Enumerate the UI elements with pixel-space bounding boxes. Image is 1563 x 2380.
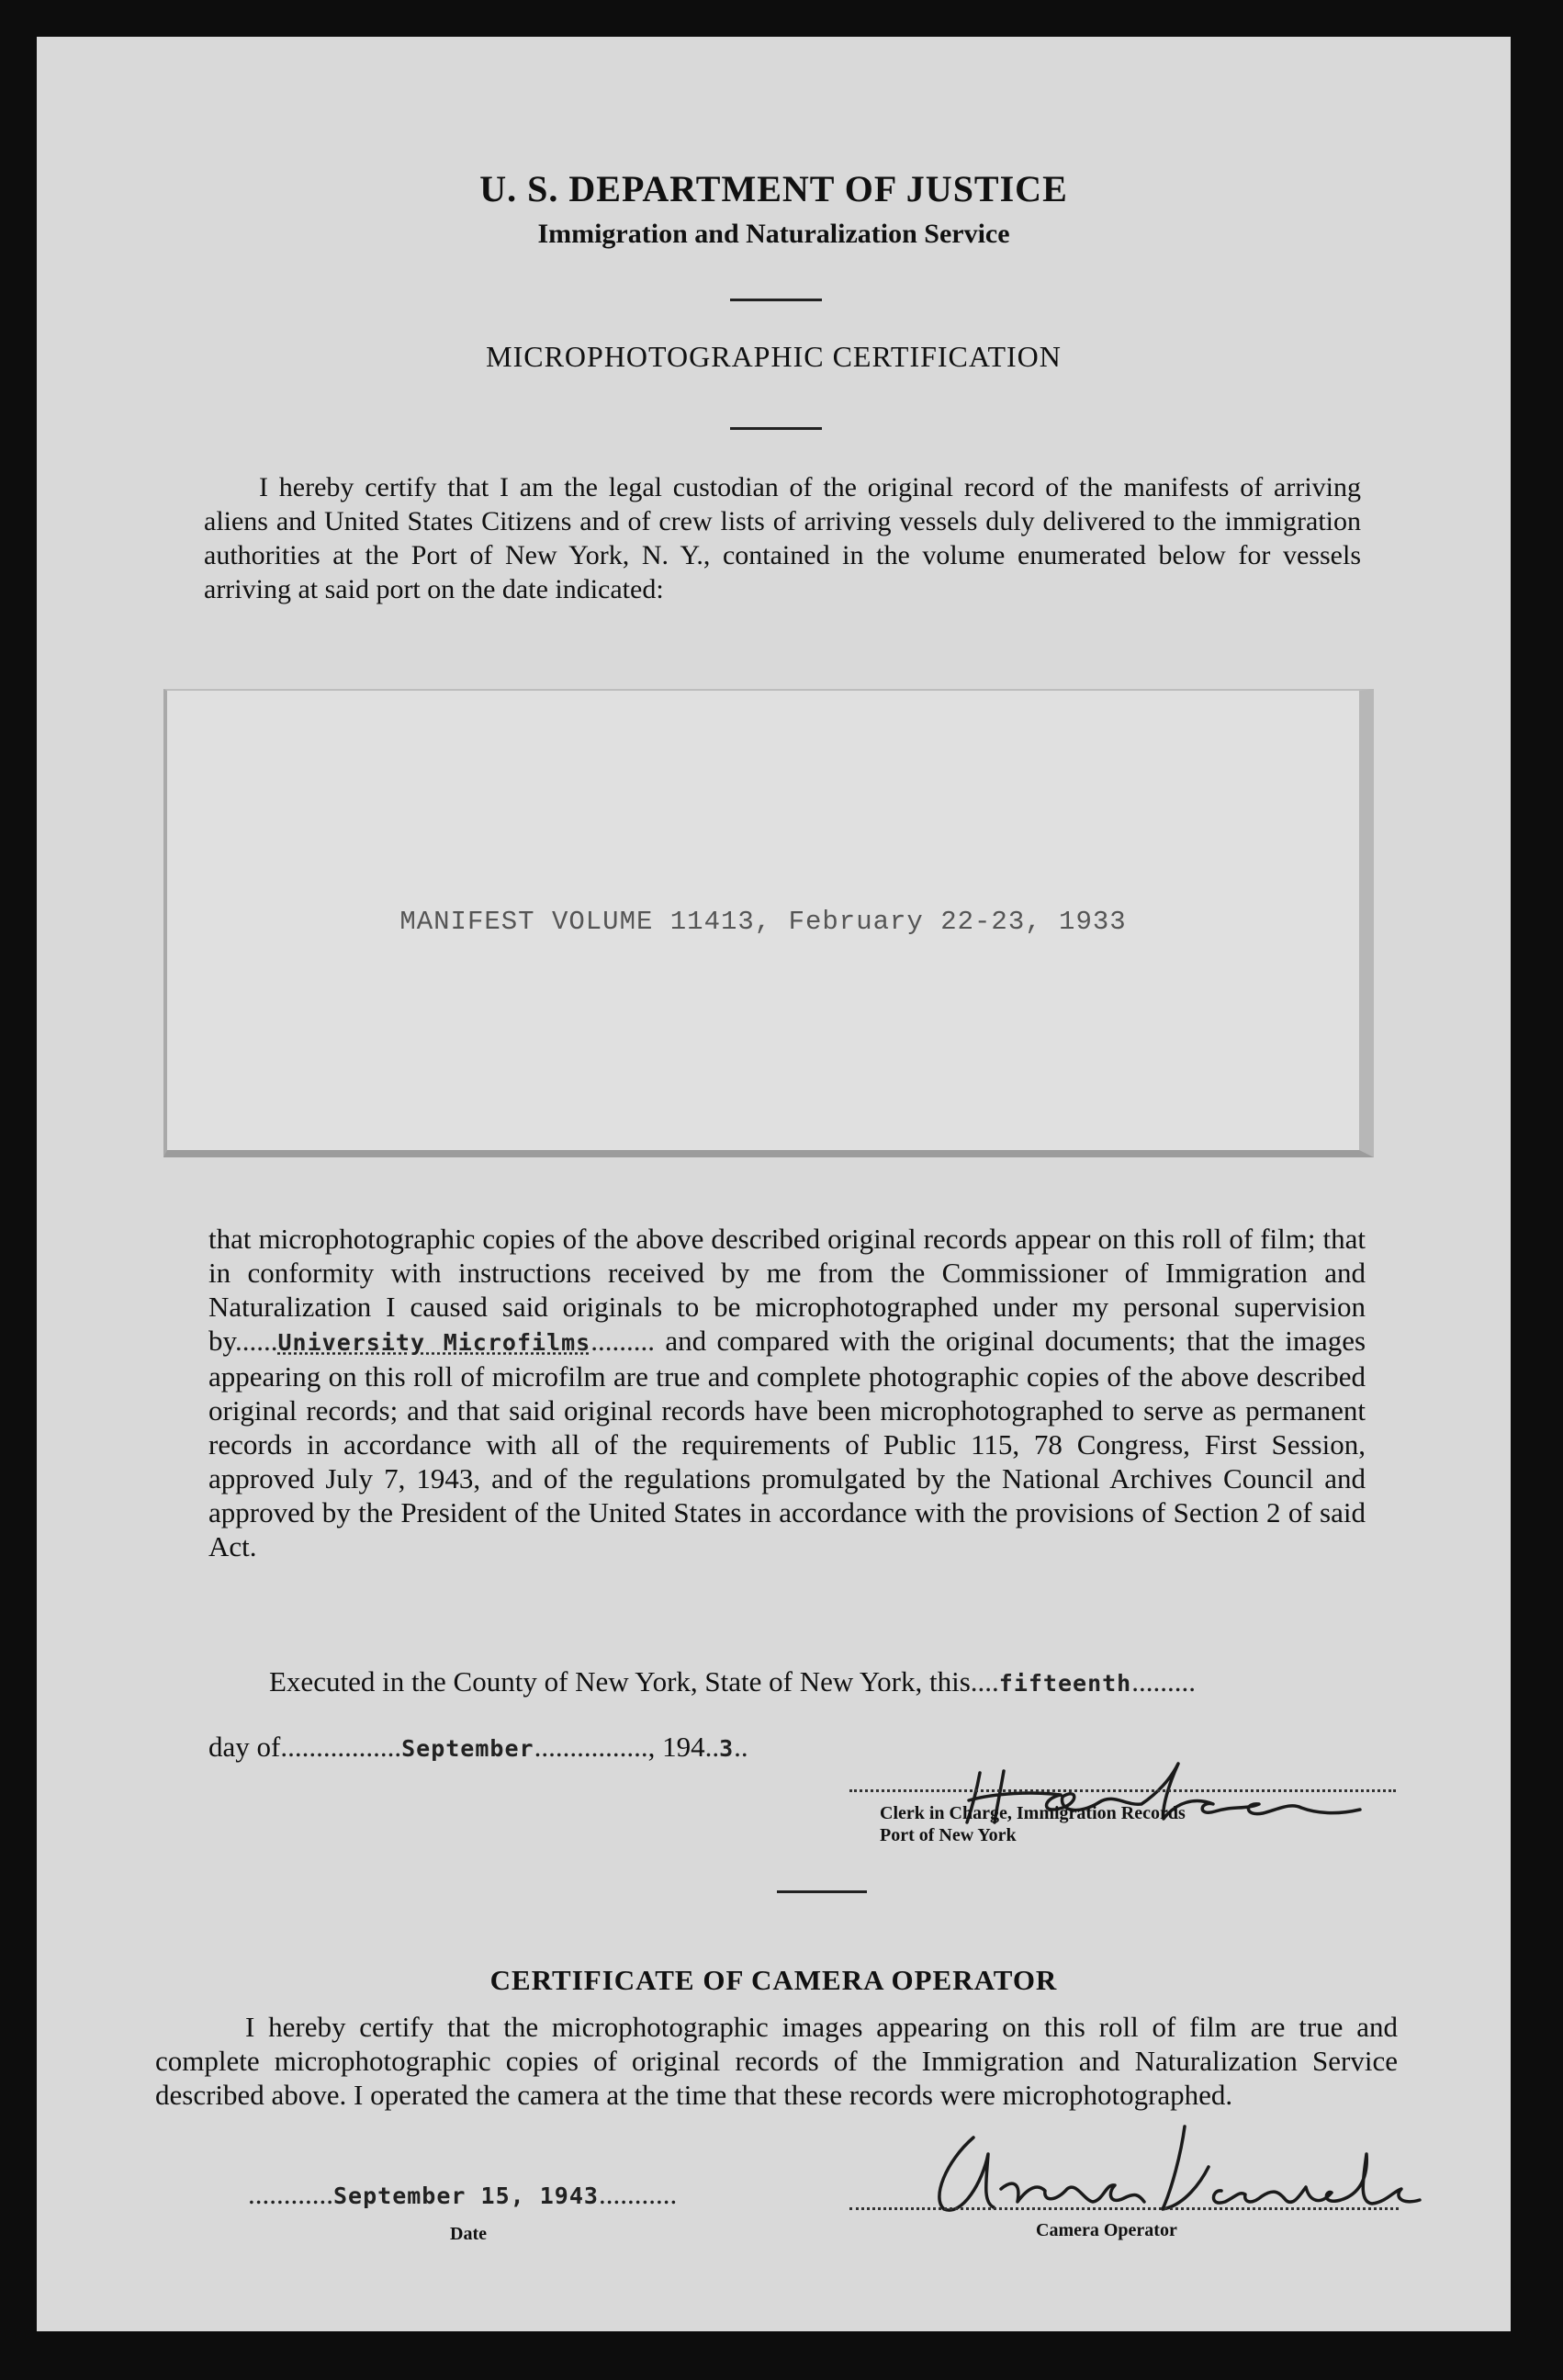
department-heading: U. S. DEPARTMENT OF JUSTICE (479, 168, 1068, 209)
header-divider-1 (730, 299, 822, 301)
executed-month: September (401, 1735, 534, 1762)
camera-operator-text: I hereby certify that the microphotographic images appearing on this roll of film are true and complete microphotographic copies of original records of the Immigration and Naturalization Service described above. I operated the camera at the time that these records were microphotographed. (155, 2011, 1398, 2111)
manifest-volume-text: MANIFEST VOLUME 11413, February 22-23, 1933 (399, 907, 1127, 937)
clerk-signature-line (849, 1789, 1396, 1792)
header-divider-2 (730, 427, 822, 430)
executed-text: Executed in the County of New York, State of New York, this (269, 1665, 971, 1698)
year-prefix: , 194 (647, 1731, 705, 1763)
supervision-paragraph: that microphotographic copies of the above described original records appear on this roll of film; that in conformity with instructions received by me from the Commissioner of Immigration and Naturalization I caused said originals to be microphotographed under my personal supervision by......University Microfilms......... and compared with the original documents; that the images appearing on this roll of microfilm are true and complete photographic copies of the above described original records; and that said original records have been microphotographed to serve as permanent records in accordance with all of the requirements of Public 115, 78 Congress, First Session, approved July 7, 1943, and of the regulations promulgated by the National Archives Council and approved by the President of the United States in accordance with the provisions of Section 2 of said Act. (208, 1223, 1366, 1562)
custodian-paragraph-text: I hereby certify that I am the legal custodian of the original record of the manifests of arriving aliens and United States Citizens and of crew lists of arriving vessels duly delivered to the immigration authorities at the Port of New York, N. Y., contained in the volume enumerated below for vessels arriving at said port on the date indicated: (204, 472, 1361, 604)
section-divider (777, 1890, 867, 1893)
service-subheading: Immigration and Naturalization Service (537, 219, 1010, 249)
day-of-line: day of.................September................, 194..3.. (208, 1731, 748, 1763)
clerk-office: Port of New York (880, 1825, 1017, 1845)
clerk-title: Clerk in Charge, Immigration Records (880, 1803, 1186, 1823)
executed-year-digit: 3 (719, 1735, 735, 1762)
camera-date-field: ............September 15, 1943........... (248, 2178, 678, 2210)
supervision-text-part2: and compared with the original documents; that the images appearing on this roll of microfilm are true and complete photographic copies of the above described original records; and that said original records have been microphotographed to serve as permanent records in accordance with all of the requirements of Public 115, 78 Congress, First Session, approved July 7, 1943, and of the regulations promulgated by the National Archives Council and approved by the President of the United States in accordance with the provisions of Section 2 of said Act. (208, 1325, 1366, 1562)
executed-day: fifteenth (998, 1670, 1132, 1697)
camera-date-label: Date (450, 2224, 487, 2244)
executed-line: Executed in the County of New York, State of New York, this....fifteenth......... (269, 1665, 1196, 1698)
certificate-page (37, 37, 1511, 2331)
camera-date: September 15, 1943 (333, 2183, 599, 2209)
camera-operator-signature (909, 2117, 1423, 2228)
supervision-text-part1: that microphotographic copies of the above described original records appear on this roll of film; that in conformity with instructions received by me from the Commissioner of Immigration and Naturalization I caused said originals to be microphotographed under my personal supervision by (208, 1223, 1366, 1357)
custodian-paragraph (204, 470, 1361, 606)
manifest-volume-insert (163, 689, 1374, 1157)
camera-operator-heading: CERTIFICATE OF CAMERA OPERATOR (489, 1964, 1058, 1996)
day-of-text: day of (208, 1731, 281, 1763)
camera-operator-signature-line (849, 2207, 1399, 2210)
certification-title: MICROPHOTOGRAPHIC CERTIFICATION (486, 340, 1062, 373)
camera-operator-label: Camera Operator (1036, 2220, 1177, 2240)
supervisor-name: University Microfilms (277, 1329, 591, 1356)
camera-operator-paragraph (155, 2010, 1398, 2112)
